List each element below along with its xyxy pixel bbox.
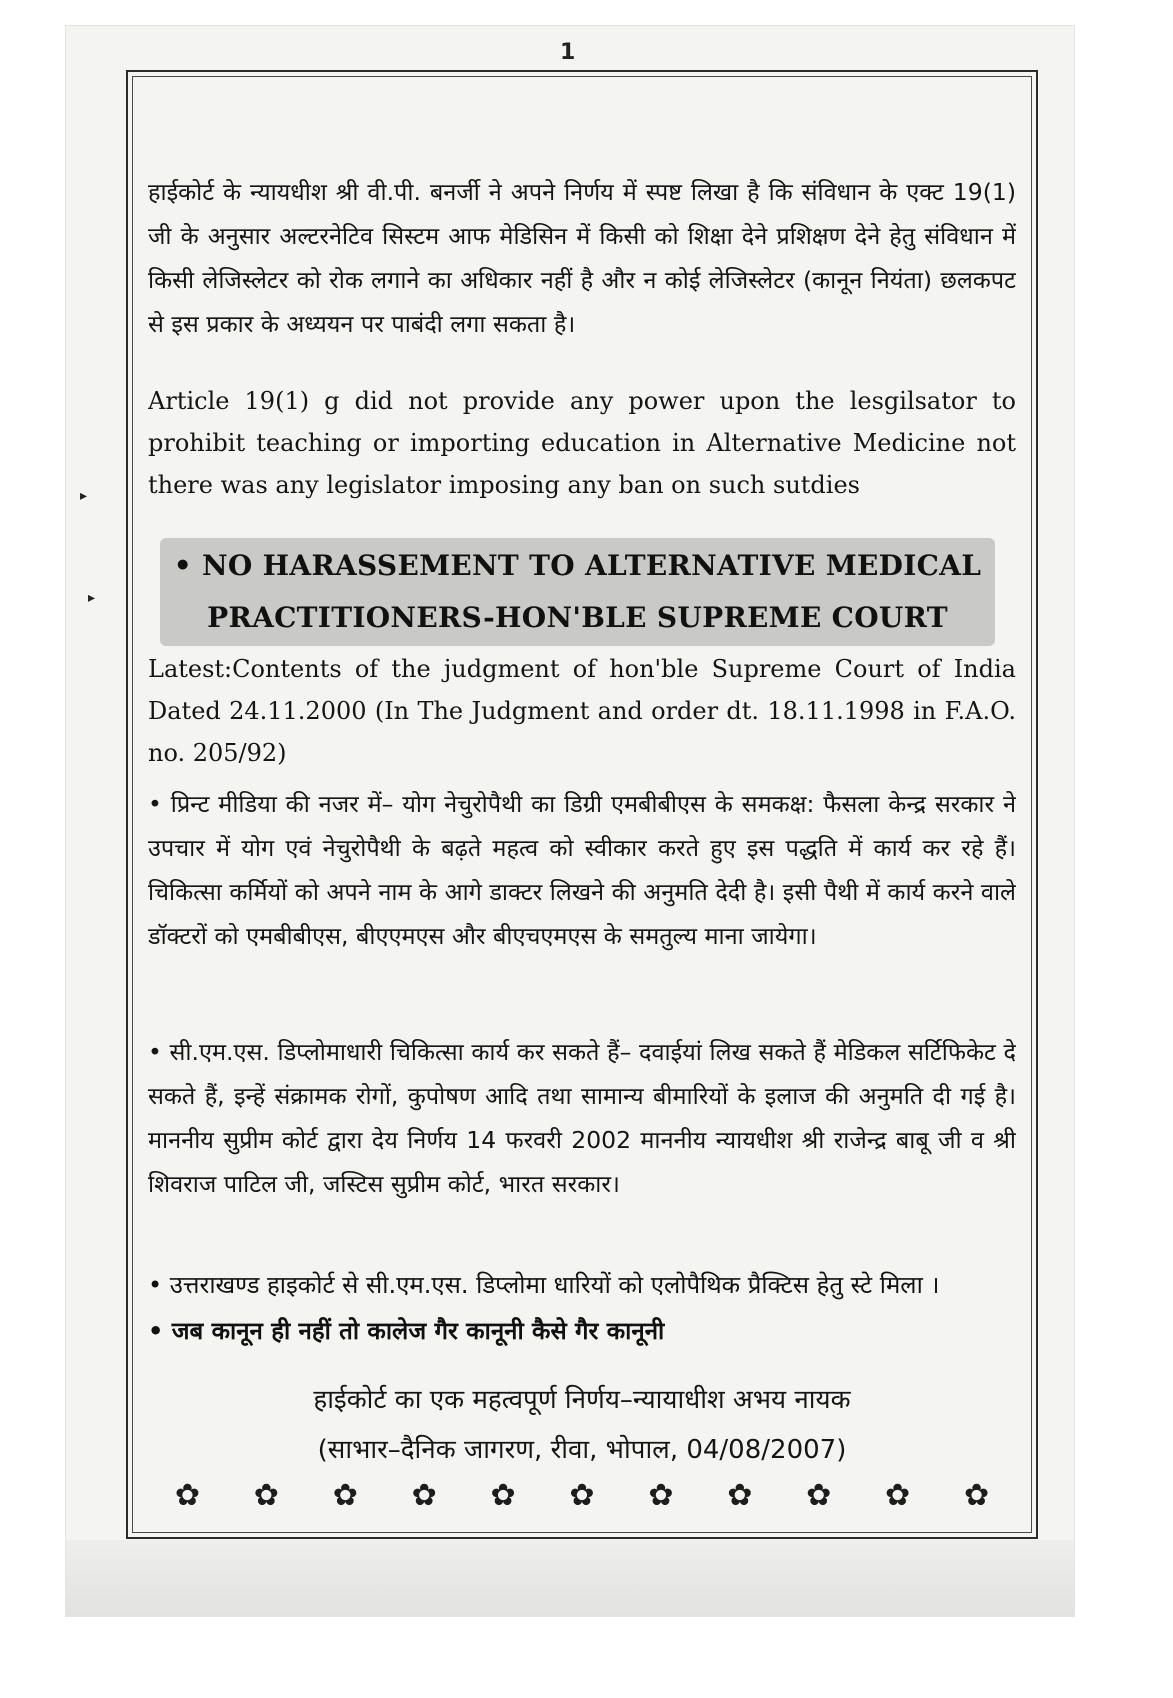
margin-mark: ▸ [88, 590, 96, 606]
paragraph-hindi-text: हाईकोर्ट के न्यायधीश श्री वी.पी. बनर्जी ने अपने निर्णय में स्पष्ट लिखा है कि संविधान के एक्ट 19(1) जी के अनुसार अल्टरनेटिव सिस्टम आफ मेडिसिन में किसी को शिक्षा देने प्रशिक्षण देने हेतु संविधान में किसी लेजिस्लेटर को रोक लगाने का अधिकार नहीं है और न कोई लेजिस्लेटर (कानून नियंता) छलकपट से इस प्रकार के अध्ययन पर पाबंदी लगा सकता है। [148, 178, 1016, 338]
bullet-law-text: • जब कानून ही नहीं तो कालेज गैर कानूनी कैसे गैर कानूनी [148, 1317, 665, 1345]
paragraph-hindi-judgment [148, 170, 1016, 365]
margin-mark: ▸ [80, 488, 88, 504]
ornament-icon: ✿ [648, 1478, 674, 1513]
ornament-icon: ✿ [885, 1478, 911, 1513]
ornament-icon: ✿ [727, 1478, 753, 1513]
bullet-cms-diploma [148, 1030, 1016, 1255]
ornament-icon: ✿ [174, 1478, 201, 1513]
bullet-uttarakhand-text: • उत्तराखण्ड हाइकोर्ट से सी.एम.एस. डिप्लोमा धारियों को एलोपैथिक प्रैक्टिस हेतु स्टे मिला । [148, 1271, 940, 1299]
ornament-icon: ✿ [253, 1478, 279, 1513]
ornament-icon: ✿ [490, 1478, 516, 1513]
latest-judgment-text: Latest:Contents of the judgment of hon'ble Supreme Court of India Dated 24.11.2000 (In The Judgment and order dt. 18.11.1998 in F.A.O. no. 205/92) [148, 655, 1016, 767]
heading-line-1: • NO HARASSEMENT TO ALTERNATIVE MEDICAL [173, 549, 982, 582]
bullet-law [148, 1308, 1016, 1354]
heading-line-2: PRACTITIONERS-HON'BLE SUPREME COURT [207, 601, 948, 634]
ornament-icon: ✿ [806, 1478, 832, 1513]
paragraph-english-article [148, 380, 1016, 510]
bullet-uttarakhand [148, 1262, 1016, 1308]
bullet-print-media [148, 782, 1016, 1007]
ornament-icon: ✿ [963, 1478, 990, 1513]
bullet-print-media-text: • प्रिन्ट मीडिया की नजर में– योग नेचुरोपैथी का डिग्री एमबीबीएस के समकक्ष: फैसला केन्द्र सरकार ने उपचार में योग एवं नेचुरोपैथी के बढ़ते महत्व को स्वीकार करते हुए इस पद्धति में कार्य कर रहे हैं। चिकित्सा कर्मियों को अपने नाम के आगे डाक्टर लिखने की अनुमति देदी है। इसी पैथी में कार्य करने वाले डॉक्टरों को एमबीबीएस, बीएएमएस और बीएचएमएस के समतुल्य माना जायेगा। [148, 790, 1016, 950]
ornament-row [148, 1478, 1016, 1513]
ornament-icon: ✿ [569, 1478, 595, 1513]
footer-citation-line: (साभार–दैनिक जागरण, रीवा, भोपाल, 04/08/2007) [317, 1435, 847, 1465]
paragraph-english-text: Article 19(1) g did not provide any power upon the lesgilsator to prohibit teaching or importing education in Alternative Medicine not there was any legislator imposing any ban on such sutdies [148, 387, 1016, 499]
section-heading [160, 540, 995, 644]
page-mark: 1 [560, 40, 576, 65]
ornament-icon: ✿ [332, 1478, 358, 1513]
scan-shadow [66, 1540, 1074, 1616]
bullet-cms-text: • सी.एम.एस. डिप्लोमाधारी चिकित्सा कार्य कर सकते हैं– दवाईयां लिख सकते हैं मेडिकल सर्टिफिकेट दे सकते हैं, इन्हें संक्रामक रोगों, कुपोषण आदि तथा सामान्य बीमारियों के इलाज की अनुमति दी गई है। माननीय सुप्रीम कोर्ट द्वारा देय निर्णय 14 फरवरी 2002 माननीय न्यायधीश श्री राजेन्द्र बाबू जी व श्री शिवराज पाटिल जी, जस्टिस सुप्रीम कोर्ट, भारत सरकार। [148, 1038, 1016, 1198]
footer-source-line: हाईकोर्ट का एक महत्वपूर्ण निर्णय–न्यायाधीश अभय नायक [313, 1385, 851, 1415]
latest-judgment-block [148, 648, 1016, 778]
ornament-icon: ✿ [411, 1478, 437, 1513]
